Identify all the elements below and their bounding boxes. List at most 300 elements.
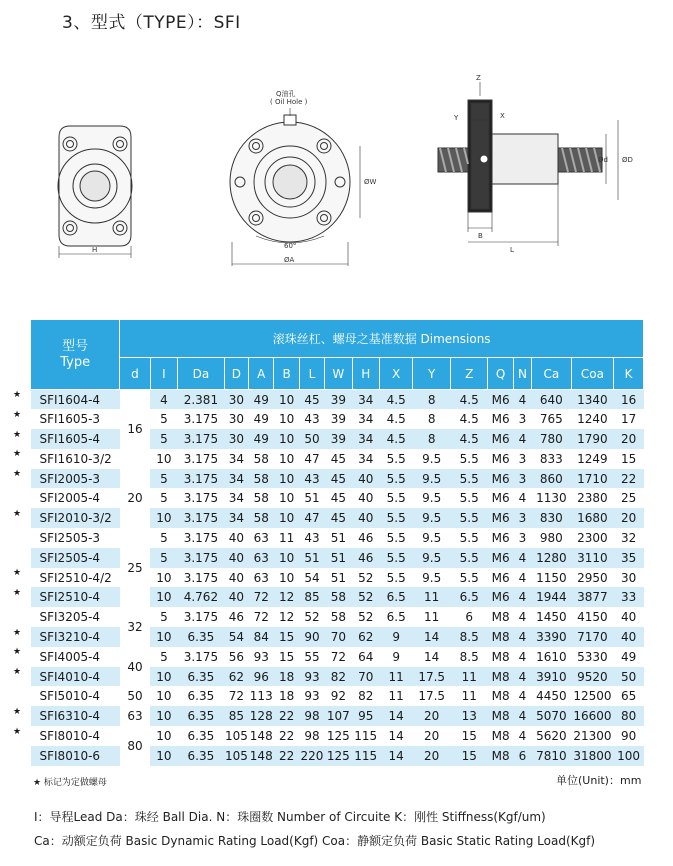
cell-l: 51 [299,548,324,568]
cell-coa: 1680 [571,508,614,528]
cell-n: 4 [513,429,531,449]
cell-i: 10 [156,689,172,704]
column-header-da: Da [178,358,225,390]
cell-z: 4.5 [450,390,488,410]
cell-k: 25 [620,491,637,506]
cell-l: 45 [299,390,324,410]
cell-i: 10 [156,570,172,585]
cell-i: 10 [150,627,177,647]
column-header-d: d [120,358,150,390]
cell-ca: 4450 [536,689,567,704]
cell-coa: 2300 [577,530,608,545]
cell-h: 95 [352,706,379,726]
cell-k: 35 [614,548,644,568]
cell-coa: 12500 [573,689,612,704]
cell-a: 148 [249,746,274,766]
dimensions-header: 滚珠丝杠、螺母之基准数据 Dimensions [120,320,644,358]
cell-da: 3.175 [178,469,225,489]
cell-q: M6 [491,451,510,466]
cell-d: 72 [228,689,245,704]
cell-b: 10 [278,491,295,506]
angle-label: 60° [284,242,297,250]
cell-da: 3.175 [183,610,219,625]
cell-coa: 4150 [577,610,608,625]
cell-ca: 640 [532,390,572,410]
cell-x: 5.5 [386,451,406,466]
cell-y: 17.5 [418,689,446,704]
cell-k: 22 [614,469,644,489]
cell-da: 3.175 [178,429,225,449]
d-cell: 32 [120,607,150,647]
cell-ca: 980 [539,530,563,545]
cell-y: 20 [424,728,440,743]
cell-q: M6 [488,469,513,489]
cell-coa: 21300 [573,728,612,743]
cell-y: 8 [413,429,451,449]
d-cell: 50 [120,686,150,706]
cell-h: 46 [352,548,379,568]
cell-b: 22 [274,746,299,766]
cell-a: 58 [253,451,269,466]
star-note: ★ 标记为定做螺母 [33,778,107,788]
cell-w: 39 [325,390,352,410]
dim-a-label: ØA [284,256,295,264]
cell-w: 70 [325,627,352,647]
cell-l: 50 [299,429,324,449]
cell-y: 8 [427,412,436,427]
model-cell: SFI3205-4 [39,610,101,625]
cell-n: 4 [518,491,527,506]
cell-q: M8 [491,689,510,704]
d-cell: 16 [120,390,150,469]
cell-q: M8 [491,649,510,664]
dim-bigd-label: ØD [622,156,633,164]
cell-l: 93 [299,667,324,687]
cell-x: 4.5 [379,390,412,410]
cell-z: 5.5 [459,451,479,466]
cell-ca: 1150 [536,570,567,585]
cell-ca: 5070 [532,706,572,726]
cell-coa: 1249 [577,451,608,466]
cell-da: 6.35 [178,706,225,726]
cell-d: 40 [224,548,248,568]
cell-coa: 1240 [577,412,608,427]
cell-a: 72 [253,610,269,625]
cell-d: 40 [228,570,245,585]
cell-coa: 31800 [571,746,614,766]
cell-z: 11 [461,689,477,704]
cell-b: 10 [278,451,295,466]
cell-x: 5.5 [386,570,406,585]
cell-q: M8 [488,667,513,687]
cell-n: 4 [518,649,527,664]
cell-y: 9.5 [413,548,451,568]
cell-k: 15 [620,451,637,466]
cell-i: 5 [150,548,177,568]
star-marker: ★ [13,390,22,400]
cell-n: 4 [518,570,527,585]
oil-hole-label-cn: Q油孔 [276,90,296,98]
cell-z: 5.5 [450,469,488,489]
cell-i: 10 [156,728,172,743]
cell-n: 4 [518,689,527,704]
cell-b: 10 [274,548,299,568]
column-header-i: I [150,358,177,390]
cell-ca: 3390 [532,627,572,647]
cell-w: 82 [325,667,352,687]
cell-d: 30 [228,412,245,427]
cell-i: 5 [150,469,177,489]
cell-w: 58 [330,610,346,625]
cell-x: 14 [379,746,412,766]
cell-k: 80 [614,706,644,726]
cell-da: 3.175 [183,491,219,506]
cell-da: 3.175 [183,530,219,545]
cell-w: 51 [330,530,346,545]
cell-z: 5.5 [459,530,479,545]
cell-b: 11 [278,530,295,545]
cell-i: 5 [160,412,168,427]
cell-ca: 3910 [532,667,572,687]
cell-n: 3 [513,469,531,489]
cell-n: 4 [513,587,531,607]
cell-n: 4 [513,706,531,726]
oil-hole-label-en: ( Oil Hole ) [270,98,308,106]
cell-k: 49 [620,649,637,664]
cell-l: 43 [304,412,320,427]
model-cell: SFI2510-4 [31,587,120,607]
cell-da: 3.175 [178,508,225,528]
cell-w: 125 [325,746,352,766]
cell-b: 12 [274,587,299,607]
cell-n: 3 [513,508,531,528]
cell-y: 20 [413,746,451,766]
cell-ca: 765 [539,412,563,427]
cell-w: 107 [325,706,352,726]
column-header-z: Z [450,358,488,390]
table-row [31,686,644,706]
cell-l: 47 [299,508,324,528]
cell-a: 128 [249,706,274,726]
cell-x: 4.5 [379,429,412,449]
cell-n: 3 [518,412,527,427]
cell-coa: 1790 [571,429,614,449]
cell-h: 40 [352,469,379,489]
type-header-en: Type [60,354,91,370]
d-cell: 80 [120,726,150,766]
cell-y: 17.5 [413,667,451,687]
cell-d: 62 [224,667,248,687]
cell-w: 72 [330,649,346,664]
table-row [31,706,644,726]
model-cell: SFI8010-4 [39,728,101,743]
model-cell: SFI8010-6 [31,746,120,766]
cell-coa: 7170 [571,627,614,647]
cell-k: 17 [620,412,637,427]
model-cell: SFI6310-4 [31,706,120,726]
column-header-b: B [274,358,299,390]
cell-w: 45 [325,508,352,528]
cell-b: 22 [278,728,295,743]
cell-w: 45 [330,451,346,466]
cell-l: 98 [299,706,324,726]
cell-da: 6.35 [178,627,225,647]
cell-da: 2.381 [178,390,225,410]
legend-line-1: I：导程Lead Da：珠经 Ball Dia. N：珠圈数 Number of Circuite K：刚性 Stiffness(Kgf/um) [34,810,546,824]
cell-q: M8 [488,627,513,647]
cell-da: 6.35 [178,667,225,687]
cell-l: 51 [304,491,320,506]
cell-x: 5.5 [379,469,412,489]
cell-b: 10 [274,390,299,410]
star-marker: ★ [13,449,22,460]
cell-k: 65 [620,689,637,704]
dim-z-label: Z [476,74,481,82]
cell-d: 34 [228,451,245,466]
cell-q: M6 [491,491,510,506]
cell-i: 5 [160,649,168,664]
cell-ca: 1280 [532,548,572,568]
cell-h: 52 [352,587,379,607]
cell-d: 54 [224,627,248,647]
cell-coa: 1340 [571,390,614,410]
cell-z: 5.5 [450,508,488,528]
cell-l: 98 [304,728,320,743]
cell-q: M6 [488,429,513,449]
cell-l: 54 [304,570,320,585]
cell-i: 5 [150,429,177,449]
cell-da: 6.35 [187,689,215,704]
cell-da: 3.175 [183,451,219,466]
cell-k: 40 [614,627,644,647]
cell-q: M6 [491,412,510,427]
star-marker: ★ [13,627,22,638]
column-header-row [31,358,644,390]
type-header-cn: 型号 [62,338,89,354]
cell-z: 6.5 [450,587,488,607]
cell-n: 3 [518,530,527,545]
cell-a: 58 [249,469,274,489]
dim-y-label: Y [454,114,459,122]
cell-a: 93 [253,649,269,664]
table-row [31,390,644,410]
cell-a: 96 [249,667,274,687]
cell-b: 15 [274,627,299,647]
model-cell: SFI2005-3 [31,469,120,489]
cell-b: 10 [278,412,295,427]
cell-ca: 7810 [532,746,572,766]
cell-x: 5.5 [379,508,412,528]
column-header-q: Q [488,358,513,390]
star-marker: ★ [13,667,22,678]
cell-k: 50 [614,667,644,687]
column-header-k: K [614,358,644,390]
cell-n: 4 [513,667,531,687]
cell-z: 5.5 [459,570,479,585]
cell-coa: 3110 [571,548,614,568]
cell-n: 4 [513,548,531,568]
cell-l: 85 [299,587,324,607]
table-row [31,607,644,627]
cell-d: 105 [224,746,248,766]
cell-a: 148 [249,728,273,743]
cell-y: 9.5 [422,570,442,585]
star-marker: ★ [13,647,22,658]
column-header-y: Y [413,358,451,390]
dim-l-label: L [510,246,514,254]
cell-n: 4 [513,627,531,647]
technical-drawing [0,60,673,280]
star-marker: ★ [13,508,22,519]
table-row [31,726,644,746]
model-cell: SFI1604-4 [31,390,120,410]
cell-z: 5.5 [459,491,479,506]
cell-da: 3.175 [178,548,225,568]
model-cell: SFI2505-4 [31,548,120,568]
cell-a: 58 [253,491,269,506]
cell-w: 58 [325,587,352,607]
cell-w: 39 [330,412,346,427]
cell-h: 40 [358,491,374,506]
cell-a: 113 [249,689,273,704]
cell-x: 6.5 [379,587,412,607]
column-header-coa: Coa [571,358,614,390]
cell-z: 5.5 [450,548,488,568]
model-cell: SFI1605-3 [39,412,101,427]
cell-d: 56 [228,649,245,664]
cell-y: 9.5 [413,508,451,528]
cell-coa: 2950 [577,570,608,585]
flange-front-view [58,126,132,258]
cell-x: 14 [379,706,412,726]
cell-h: 40 [352,508,379,528]
cell-ca: 830 [532,508,572,528]
cell-n: 4 [518,728,527,743]
cell-h: 52 [358,570,374,585]
cell-da: 3.175 [183,412,219,427]
cell-y: 20 [413,706,451,726]
d-cell: 63 [120,706,150,726]
cell-h: 34 [352,390,379,410]
cell-d: 30 [224,390,248,410]
cell-x: 9 [379,627,412,647]
cell-b: 18 [274,667,299,687]
cell-coa: 16600 [571,706,614,726]
model-cell: SFI4005-4 [39,649,101,664]
cell-coa: 1710 [571,469,614,489]
model-cell: SFI1610-3/2 [39,451,112,466]
cell-b: 18 [278,689,295,704]
cell-w: 39 [325,429,352,449]
cell-coa: 9520 [571,667,614,687]
cell-l: 93 [304,689,320,704]
star-marker: ★ [13,469,22,480]
type-header [31,320,120,390]
cell-k: 20 [614,508,644,528]
cell-z: 6 [465,610,474,625]
cell-b: 12 [278,610,295,625]
cell-ca: 833 [539,451,563,466]
cell-n: 6 [513,746,531,766]
cell-q: M6 [491,570,510,585]
column-header-a: A [249,358,274,390]
cell-q: M8 [488,706,513,726]
cell-w: 51 [325,548,352,568]
cell-n: 3 [518,451,527,466]
cell-l: 90 [299,627,324,647]
column-header-x: X [379,358,412,390]
cell-k: 32 [620,530,637,545]
spec-table [30,319,644,766]
cell-x: 5.5 [379,548,412,568]
model-cell: SFI2005-4 [39,491,101,506]
column-header-h: H [352,358,379,390]
cell-z: 4.5 [450,429,488,449]
cell-q: M8 [488,746,513,766]
dim-x-label: X [500,112,505,120]
cell-z: 15 [450,746,488,766]
cell-y: 9.5 [422,491,442,506]
cell-ca: 860 [532,469,572,489]
cell-h: 64 [358,649,374,664]
cell-d: 34 [224,469,248,489]
cell-h: 52 [358,610,374,625]
cell-a: 49 [249,429,274,449]
cell-l: 43 [299,469,324,489]
cell-w: 125 [326,728,350,743]
cell-d: 30 [224,429,248,449]
cell-x: 5.5 [386,530,406,545]
cell-h: 34 [358,412,374,427]
model-cell: SFI5010-4 [39,689,101,704]
cell-z: 11 [450,667,488,687]
cell-d: 40 [224,587,248,607]
dim-b-label: B [478,232,483,240]
dim-h-label: H [92,246,98,254]
star-marker: ★ [13,588,22,598]
cell-h: 34 [352,429,379,449]
cell-z: 8.5 [450,627,488,647]
cell-x: 11 [379,667,412,687]
cell-h: 82 [358,689,374,704]
cell-h: 34 [358,451,374,466]
model-cell: SFI1605-4 [31,429,120,449]
screw-side-view [438,82,618,246]
cell-a: 58 [249,508,274,528]
column-header-l: L [299,358,324,390]
cell-ca: 780 [532,429,572,449]
cell-b: 10 [278,570,295,585]
cell-a: 49 [253,412,269,427]
cell-i: 10 [150,706,177,726]
cell-d: 85 [224,706,248,726]
cell-y: 9.5 [422,530,442,545]
column-header-w: W [325,358,352,390]
cell-q: M6 [488,508,513,528]
cell-w: 51 [330,570,346,585]
cell-b: 10 [274,429,299,449]
star-marker: ★ [13,409,22,420]
star-marker: ★ [13,706,22,717]
cell-k: 16 [614,390,644,410]
cell-a: 72 [249,587,274,607]
cell-da: 3.175 [183,570,219,585]
cell-b: 22 [274,706,299,726]
cell-da: 3.175 [183,649,219,664]
cell-i: 5 [160,491,168,506]
cell-h: 70 [352,667,379,687]
model-cell: SFI2505-3 [39,530,101,545]
